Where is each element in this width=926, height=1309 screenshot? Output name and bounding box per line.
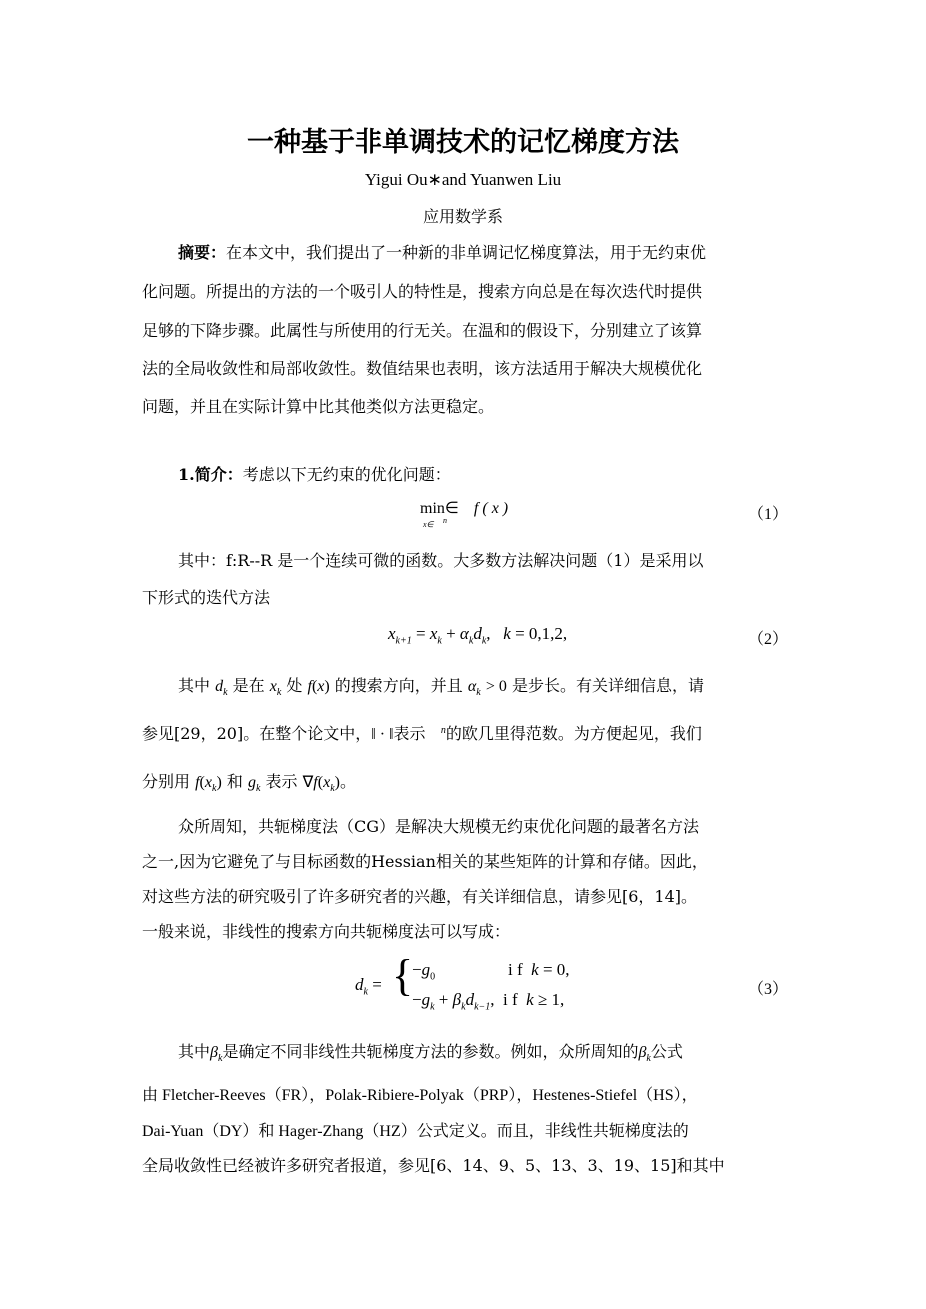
equation-number: （2） bbox=[748, 631, 789, 648]
paper-title: 一种基于非单调技术的记忆梯度方法 bbox=[247, 127, 679, 158]
equation-3-case: $-g_k + \beta_kd_{k-1}$, i f k ≥ 1, bbox=[412, 990, 565, 1013]
equation-1: min∈ f ( x ) bbox=[420, 500, 509, 517]
equation-1-subscript: x∈ bbox=[423, 520, 434, 529]
paragraph-line: 对这些方法的研究吸引了许多研究者的兴趣，有关详细信息，请参见[6，14]。 bbox=[142, 887, 698, 906]
section-heading: 1.简介： bbox=[178, 465, 243, 484]
abstract-line: 法的全局收敛性和局部收敛性。数值结果也表明，该方法适用于解决大规模优化 bbox=[142, 359, 703, 378]
equation-number: （3） bbox=[748, 981, 789, 998]
abstract-line: 摘要：在本文中，我们提出了一种新的非单调记忆梯度算法，用于无约束优 bbox=[178, 243, 707, 262]
abstract-line: 化问题。所提出的方法的一个吸引人的特性是，搜索方向总是在每次迭代时提供 bbox=[142, 282, 703, 301]
affiliation: 应用数学系 bbox=[422, 207, 503, 226]
paragraph-line: 全局收敛性已经被许多研究者报道，参见[6、14、9、5、13、3、19、15]和其中 bbox=[142, 1156, 725, 1175]
paragraph-line: 分别用 $f(x_k)$ 和 $g_k$ 表示 $\nabla f(x_k)$。 bbox=[142, 772, 356, 795]
equation-2: $x_{k+1} = x_k + \alpha_kd_k$, k = 0,1,2, bbox=[388, 624, 568, 647]
paragraph-line: Dai-Yuan（DY）和 Hager-Zhang（HZ）公式定义。而且，非线性共轭梯度法的 bbox=[142, 1123, 689, 1140]
equation-3-brace: { bbox=[392, 951, 414, 1000]
intro-line: 1.简介：考虑以下无约束的优化问题： bbox=[178, 465, 451, 484]
equation-1-subscript: n bbox=[443, 516, 447, 525]
paragraph-line: 参见[29，20]。在整个论文中，‖ · ‖表示 $^n$的欧几里得范数。为方便起见，我们 bbox=[142, 724, 702, 743]
equation-number: （1） bbox=[748, 506, 789, 523]
paragraph-line: 下形式的迭代方法 bbox=[142, 588, 271, 607]
paragraph-line: 之一,因为它避免了与目标函数的Hessian相关的某些矩阵的计算和存储。因此， bbox=[142, 852, 708, 871]
abstract-line: 问题，并且在实际计算中比其他类似方法更稳定。 bbox=[142, 397, 495, 416]
equation-3: $d_k$ = bbox=[355, 975, 382, 998]
authors: Yigui Ou∗and Yuanwen Liu bbox=[364, 170, 562, 189]
paragraph-line: 由 Fletcher-Reeves（FR），Polak-Ribiere-Polyak（PRP），Hestenes-Stiefel（HS）， bbox=[142, 1087, 698, 1104]
paragraph-line: 众所周知，共轭梯度法（CG）是解决大规模无约束优化问题的最著名方法 bbox=[178, 817, 700, 836]
paragraph-line: 其中$\beta_k$是确定不同非线性共轭梯度方法的参数。例如，众所周知的$\beta_k$公式 bbox=[178, 1042, 683, 1065]
paragraph-line: 其中：f:R--R 是一个连续可微的函数。大多数方法解决问题（1）是采用以 bbox=[178, 551, 704, 570]
equation-3-case: $-g_0$ bbox=[412, 960, 436, 983]
abstract-label: 摘要： bbox=[178, 243, 227, 262]
abstract-line: 足够的下降步骤。此属性与所使用的行无关。在温和的假设下，分别建立了该算 bbox=[142, 321, 703, 340]
equation-3-case: i f k = 0, bbox=[508, 960, 570, 979]
paragraph-line: 一般来说，非线性的搜索方向共轭梯度法可以写成： bbox=[142, 922, 511, 941]
paragraph-line: 其中 $d_k$ 是在 $x_k$ 处 f(x) 的搜索方向，并且 $\alpha_k > 0$ 是步长。有关详细信息，请 bbox=[178, 676, 704, 699]
